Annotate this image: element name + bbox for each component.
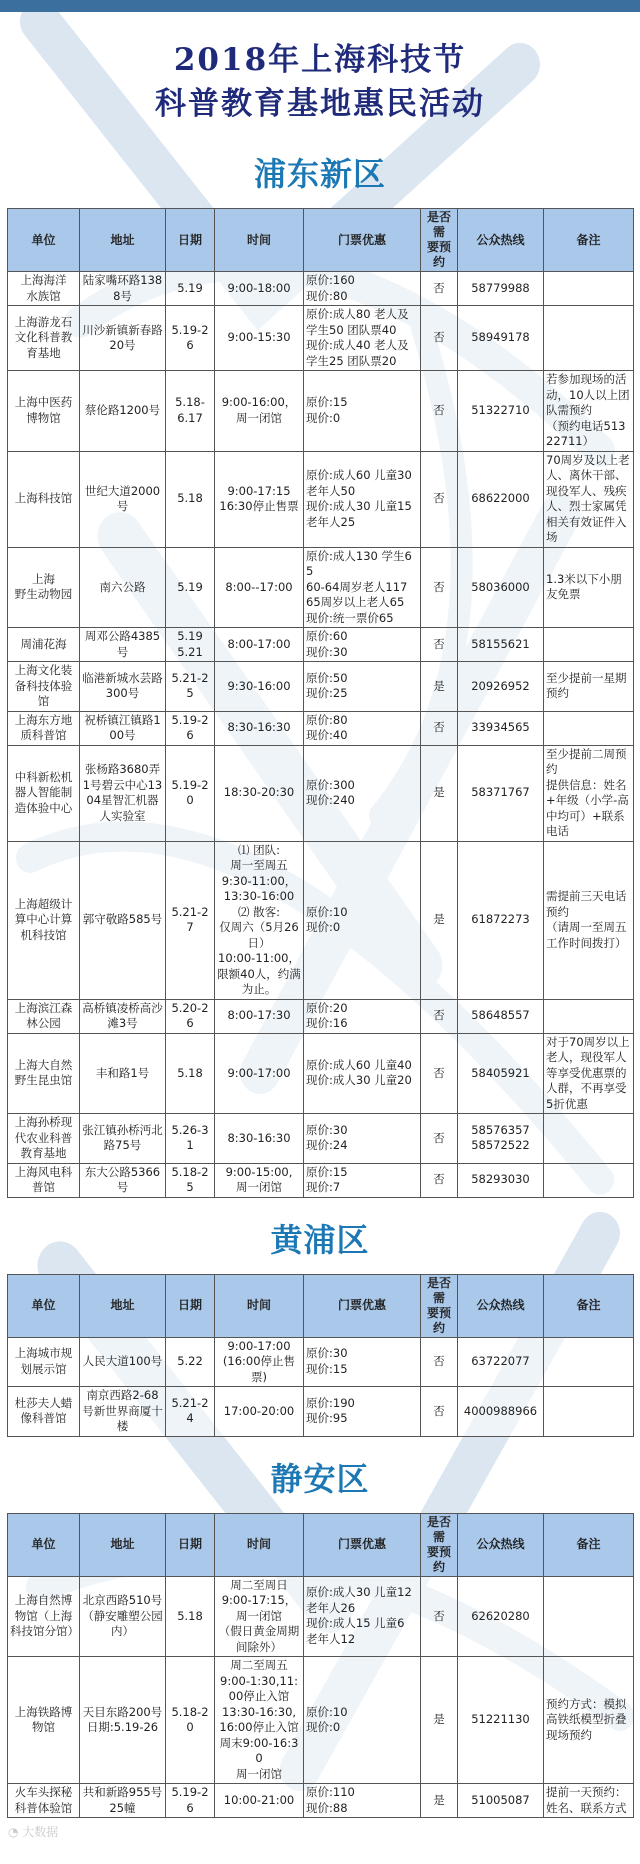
- cell-time: 18:30-20:30: [215, 745, 304, 841]
- cell-unit: 上海游龙石文化科普教育基地: [8, 306, 80, 371]
- cell-unit: 上海科技馆: [8, 451, 80, 547]
- cell-address: 张杨路3680弄1号碧云中心1304星智汇机器人实验室: [80, 745, 166, 841]
- cell-time: 9:30-16:00: [215, 662, 304, 712]
- cell-reservation: 否: [421, 306, 458, 371]
- cell-reservation: 否: [421, 1337, 458, 1387]
- cell-address: 人民大道100号: [80, 1337, 166, 1387]
- cell-date: 5.18: [166, 1033, 215, 1114]
- column-header-unit: 单位: [8, 1274, 80, 1337]
- cell-time: 8:30-16:30: [215, 1114, 304, 1164]
- cell-note: [544, 1337, 634, 1387]
- cell-address: 周邓公路4385号: [80, 628, 166, 662]
- cell-address: 南六公路: [80, 547, 166, 628]
- cell-address: 陆家嘴环路1388号: [80, 272, 166, 306]
- cell-date: 5.18: [166, 451, 215, 547]
- page-content: [0, 38, 640, 1864]
- cell-ticket: 原价:20 现价:16: [304, 999, 421, 1033]
- cell-unit: 上海文化装备科技体验馆: [8, 662, 80, 712]
- cell-note: 1.3米以下小朋友免票: [544, 547, 634, 628]
- cell-hotline: 58371767: [458, 745, 544, 841]
- column-header-unit: 单位: [8, 209, 80, 272]
- cell-ticket: 原价:成人30 儿童12 老年人26 现价:成人15 儿童6 老年人12: [304, 1576, 421, 1657]
- cell-reservation: 否: [421, 451, 458, 547]
- table-row: [8, 628, 634, 662]
- cell-address: 高桥镇凌桥高沙滩3号: [80, 999, 166, 1033]
- cell-ticket: 原价:成人80 老人及学生50 团队票40 现价:成人40 老人及学生25 团队票20: [304, 306, 421, 371]
- cell-date: 5.19: [166, 547, 215, 628]
- cell-hotline: 51005087: [458, 1784, 544, 1818]
- table-row: [8, 306, 634, 371]
- column-header-hotline: 公众热线: [458, 209, 544, 272]
- cell-hotline: 58155621: [458, 628, 544, 662]
- cell-reservation: 否: [421, 1033, 458, 1114]
- cell-note: 对于70周岁以上老人，现役军人等享受优惠票的人群，不再享受5折优惠: [544, 1033, 634, 1114]
- table-header-row: [8, 1513, 634, 1576]
- cell-unit: 上海滨江森林公园: [8, 999, 80, 1033]
- column-header-note: 备注: [544, 209, 634, 272]
- cell-hotline: 33934565: [458, 711, 544, 745]
- cell-date: 5.19-20: [166, 745, 215, 841]
- cell-address: 祝桥镇江镇路100号: [80, 711, 166, 745]
- cell-note: 至少提前二周预约 提供信息：姓名+年级（小学-高中均可）+联系电话: [544, 745, 634, 841]
- cell-time: 8:00-17:30: [215, 999, 304, 1033]
- column-header-time: 时间: [215, 209, 304, 272]
- section-title-huangpu: 黄浦区: [270, 1221, 370, 1258]
- cell-reservation: 否: [421, 999, 458, 1033]
- cell-hotline: 20926952: [458, 662, 544, 712]
- table-row: [8, 1163, 634, 1197]
- cell-unit: 上海超级计算中心计算机科技馆: [8, 841, 80, 999]
- cell-hotline: 58779988: [458, 272, 544, 306]
- table-row: [8, 1657, 634, 1784]
- cell-address: 川沙新镇新春路20号: [80, 306, 166, 371]
- cell-unit: 上海大自然野生昆虫馆: [8, 1033, 80, 1114]
- cell-time: 9:00-15:00, 周一闭馆: [215, 1163, 304, 1197]
- column-header-ticket: 门票优惠: [304, 209, 421, 272]
- cell-ticket: 原价:30 现价:24: [304, 1114, 421, 1164]
- cell-date: 5.26-31: [166, 1114, 215, 1164]
- table-header-row: [8, 209, 634, 272]
- cell-reservation: 否: [421, 1387, 458, 1437]
- cell-date: 5.19 5.21: [166, 628, 215, 662]
- cell-unit: 中科新松机器人智能制造体验中心: [8, 745, 80, 841]
- cell-date: 5.20-26: [166, 999, 215, 1033]
- cell-unit: 杜莎夫人蜡像科普馆: [8, 1387, 80, 1437]
- cell-ticket: 原价:60 现价:30: [304, 628, 421, 662]
- cell-hotline: 4000988966: [458, 1387, 544, 1437]
- cell-address: 世纪大道2000号: [80, 451, 166, 547]
- cell-ticket: 原价:15 现价:0: [304, 371, 421, 452]
- cell-ticket: 原价:160 现价:80: [304, 272, 421, 306]
- table-row: [8, 1576, 634, 1657]
- section-title-jingan: 静安区: [270, 1460, 370, 1497]
- footer-watermark-text: 大数据: [22, 1825, 59, 1839]
- cell-date: 5.19-26: [166, 1784, 215, 1818]
- cell-ticket: 原价:110 现价:88: [304, 1784, 421, 1818]
- cell-reservation: 否: [421, 1576, 458, 1657]
- cell-time: 9:00-15:30: [215, 306, 304, 371]
- cell-reservation: 是: [421, 841, 458, 999]
- cell-note: 至少提前一星期预约: [544, 662, 634, 712]
- cell-hotline: 68622000: [458, 451, 544, 547]
- cell-date: 5.22: [166, 1337, 215, 1387]
- cell-ticket: 原价:成人130 学生65 60-64周岁老人117 65周岁以上老人65 现价:统一票价65: [304, 547, 421, 628]
- cell-ticket: 原价:30 现价:15: [304, 1337, 421, 1387]
- column-header-date: 日期: [166, 209, 215, 272]
- table-pudong: [7, 208, 634, 1198]
- column-header-address: 地址: [80, 1513, 166, 1576]
- table-row: [8, 272, 634, 306]
- cell-address: 北京西路510号（静安雕塑公园内）: [80, 1576, 166, 1657]
- cell-ticket: 原价:成人60 儿童30 老年人50 现价:成人30 儿童15 老年人25: [304, 451, 421, 547]
- cell-ticket: 原价:10 现价:0: [304, 841, 421, 999]
- page-title-line1: 2018年上海科技节: [173, 42, 467, 78]
- cell-unit: 上海海洋 水族馆: [8, 272, 80, 306]
- column-header-ticket: 门票优惠: [304, 1274, 421, 1337]
- cell-hotline: 63722077: [458, 1337, 544, 1387]
- page-title-line2: 科普教育基地惠民活动: [155, 86, 485, 122]
- cell-time: 9:00-17:00: [215, 1033, 304, 1114]
- cell-address: 丰和路1号: [80, 1033, 166, 1114]
- cell-note: 若参加现场的活动，10人以上团队需预约 （预约电话51322711）: [544, 371, 634, 452]
- cell-time: 10:00-21:00: [215, 1784, 304, 1818]
- cell-unit: 火车头探秘科普体验馆: [8, 1784, 80, 1818]
- cell-reservation: 否: [421, 272, 458, 306]
- cell-ticket: 原价:190 现价:95: [304, 1387, 421, 1437]
- table-header-row: [8, 1274, 634, 1337]
- cell-note: 预约方式：模拟高铁纸模型折叠现场预约: [544, 1657, 634, 1784]
- table-row: [8, 841, 634, 999]
- cell-unit: 上海 野生动物园: [8, 547, 80, 628]
- cell-date: 5.21-24: [166, 1387, 215, 1437]
- table-jingan: [7, 1513, 634, 1819]
- table-row: [8, 711, 634, 745]
- cell-unit: 上海中医药博物馆: [8, 371, 80, 452]
- cell-date: 5.21-27: [166, 841, 215, 999]
- cell-note: [544, 1114, 634, 1164]
- cell-time: 9:00-17:15 16:30停止售票: [215, 451, 304, 547]
- cell-unit: 周浦花海: [8, 628, 80, 662]
- cell-unit: 上海城市规划展示馆: [8, 1337, 80, 1387]
- cell-hotline: 51221130: [458, 1657, 544, 1784]
- table-huangpu: [7, 1274, 634, 1437]
- cell-reservation: 否: [421, 711, 458, 745]
- cell-note: 提前一天预约：姓名、联系方式: [544, 1784, 634, 1818]
- cell-ticket: 原价:成人60 儿童40 现价:成人30 儿童20: [304, 1033, 421, 1114]
- cell-unit: 上海铁路博物馆: [8, 1657, 80, 1784]
- cell-unit: 上海风电科普馆: [8, 1163, 80, 1197]
- cell-hotline: 58036000: [458, 547, 544, 628]
- column-header-note: 备注: [544, 1513, 634, 1576]
- table-row: [8, 547, 634, 628]
- cell-note: [544, 1387, 634, 1437]
- cell-date: 5.18-20: [166, 1657, 215, 1784]
- column-header-note: 备注: [544, 1274, 634, 1337]
- cell-address: 临港新城水芸路300号: [80, 662, 166, 712]
- cell-note: [544, 999, 634, 1033]
- cell-date: 5.19-26: [166, 306, 215, 371]
- cell-ticket: 原价:50 现价:25: [304, 662, 421, 712]
- cell-note: [544, 711, 634, 745]
- cell-hotline: 58293030: [458, 1163, 544, 1197]
- cell-time: 17:00-20:00: [215, 1387, 304, 1437]
- table-row: [8, 1387, 634, 1437]
- table-row: [8, 662, 634, 712]
- table-row: [8, 371, 634, 452]
- cell-unit: 上海孙桥现代农业科普教育基地: [8, 1114, 80, 1164]
- column-header-reservation: 是否需 要预约: [421, 1513, 458, 1576]
- cell-time: 9:00-18:00: [215, 272, 304, 306]
- cell-ticket: 原价:80 现价:40: [304, 711, 421, 745]
- cell-note: [544, 628, 634, 662]
- cell-date: 5.21-25: [166, 662, 215, 712]
- footer-watermark-logo: ◔ 大数据: [8, 1825, 59, 1839]
- cell-time: 8:00--17:00: [215, 547, 304, 628]
- cell-note: [544, 1163, 634, 1197]
- cell-note: [544, 272, 634, 306]
- column-header-address: 地址: [80, 209, 166, 272]
- column-header-reservation: 是否需 要预约: [421, 1274, 458, 1337]
- cell-reservation: 是: [421, 662, 458, 712]
- cell-note: 70周岁及以上老人、离休干部、现役军人、残疾人、烈士家属凭相关有效证件入场: [544, 451, 634, 547]
- column-header-hotline: 公众热线: [458, 1513, 544, 1576]
- cell-address: 郭守敬路585号: [80, 841, 166, 999]
- cell-reservation: 否: [421, 371, 458, 452]
- table-row: [8, 999, 634, 1033]
- table-row: [8, 1033, 634, 1114]
- cell-time: 周二至周五 9:00-1:30,11:00停止入馆 13:30-16:30, 16:00停止入馆 周末9:00-16:30 周一闭馆: [215, 1657, 304, 1784]
- top-bar: [0, 0, 640, 12]
- column-header-unit: 单位: [8, 1513, 80, 1576]
- table-row: [8, 451, 634, 547]
- cell-time: 8:00-17:00: [215, 628, 304, 662]
- column-header-date: 日期: [166, 1274, 215, 1337]
- table-row: [8, 1114, 634, 1164]
- cell-address: 共和新路955号25幢: [80, 1784, 166, 1818]
- cell-hotline: 62620280: [458, 1576, 544, 1657]
- column-header-time: 时间: [215, 1513, 304, 1576]
- cell-date: 5.18: [166, 1576, 215, 1657]
- cell-ticket: 原价:15 现价:7: [304, 1163, 421, 1197]
- column-header-hotline: 公众热线: [458, 1274, 544, 1337]
- cell-unit: 上海东方地质科普馆: [8, 711, 80, 745]
- cell-hotline: 58576357 58572522: [458, 1114, 544, 1164]
- cell-ticket: 原价:300 现价:240: [304, 745, 421, 841]
- cell-date: 5.19-26: [166, 711, 215, 745]
- cell-time: 9:00-16:00， 周一闭馆: [215, 371, 304, 452]
- cell-address: 东大公路5366号: [80, 1163, 166, 1197]
- cell-address: 天目东路200号 日期:5.19-26: [80, 1657, 166, 1784]
- cell-time: 9:00-17:00 (16:00停止售票): [215, 1337, 304, 1387]
- cell-hotline: 58405921: [458, 1033, 544, 1114]
- cell-address: 张江镇孙桥沔北路75号: [80, 1114, 166, 1164]
- cell-time: 周二至周日 9:00-17:15， 周一闭馆 （假日黄金周期间除外）: [215, 1576, 304, 1657]
- table-row: [8, 1337, 634, 1387]
- cell-hotline: 61872273: [458, 841, 544, 999]
- cell-hotline: 51322710: [458, 371, 544, 452]
- table-row: [8, 1784, 634, 1818]
- cell-date: 5.18- 6.17: [166, 371, 215, 452]
- cell-note: 需提前三天电话预约 （请周一至周五工作时间拨打）: [544, 841, 634, 999]
- cell-address: 蔡伦路1200号: [80, 371, 166, 452]
- section-title-pudong: 浦东新区: [253, 156, 386, 192]
- cell-reservation: 是: [421, 1784, 458, 1818]
- column-header-ticket: 门票优惠: [304, 1513, 421, 1576]
- cell-ticket: 原价:10 现价:0: [304, 1657, 421, 1784]
- cell-reservation: 否: [421, 1114, 458, 1164]
- cell-hotline: 58648557: [458, 999, 544, 1033]
- cell-note: [544, 1576, 634, 1657]
- cell-date: 5.18-25: [166, 1163, 215, 1197]
- cell-reservation: 否: [421, 547, 458, 628]
- cell-unit: 上海自然博物馆（上海科技馆分馆）: [8, 1576, 80, 1657]
- cell-note: [544, 306, 634, 371]
- cell-reservation: 否: [421, 1163, 458, 1197]
- cell-reservation: 否: [421, 628, 458, 662]
- column-header-address: 地址: [80, 1274, 166, 1337]
- column-header-date: 日期: [166, 1513, 215, 1576]
- cell-time: ⑴ 团队: 周一至周五 9:30-11:00， 13:30-16:00 ⑵ 散客: 仅周六（5月26日） 10:00-11:00， 限额40人，约满为止。: [215, 841, 304, 999]
- column-header-time: 时间: [215, 1274, 304, 1337]
- table-row: [8, 745, 634, 841]
- cell-reservation: 是: [421, 745, 458, 841]
- cell-date: 5.19: [166, 272, 215, 306]
- cell-time: 8:30-16:30: [215, 711, 304, 745]
- cell-reservation: 是: [421, 1657, 458, 1784]
- cell-address: 南京西路2-68号新世界商厦十楼: [80, 1387, 166, 1437]
- column-header-reservation: 是否需 要预约: [421, 209, 458, 272]
- cell-hotline: 58949178: [458, 306, 544, 371]
